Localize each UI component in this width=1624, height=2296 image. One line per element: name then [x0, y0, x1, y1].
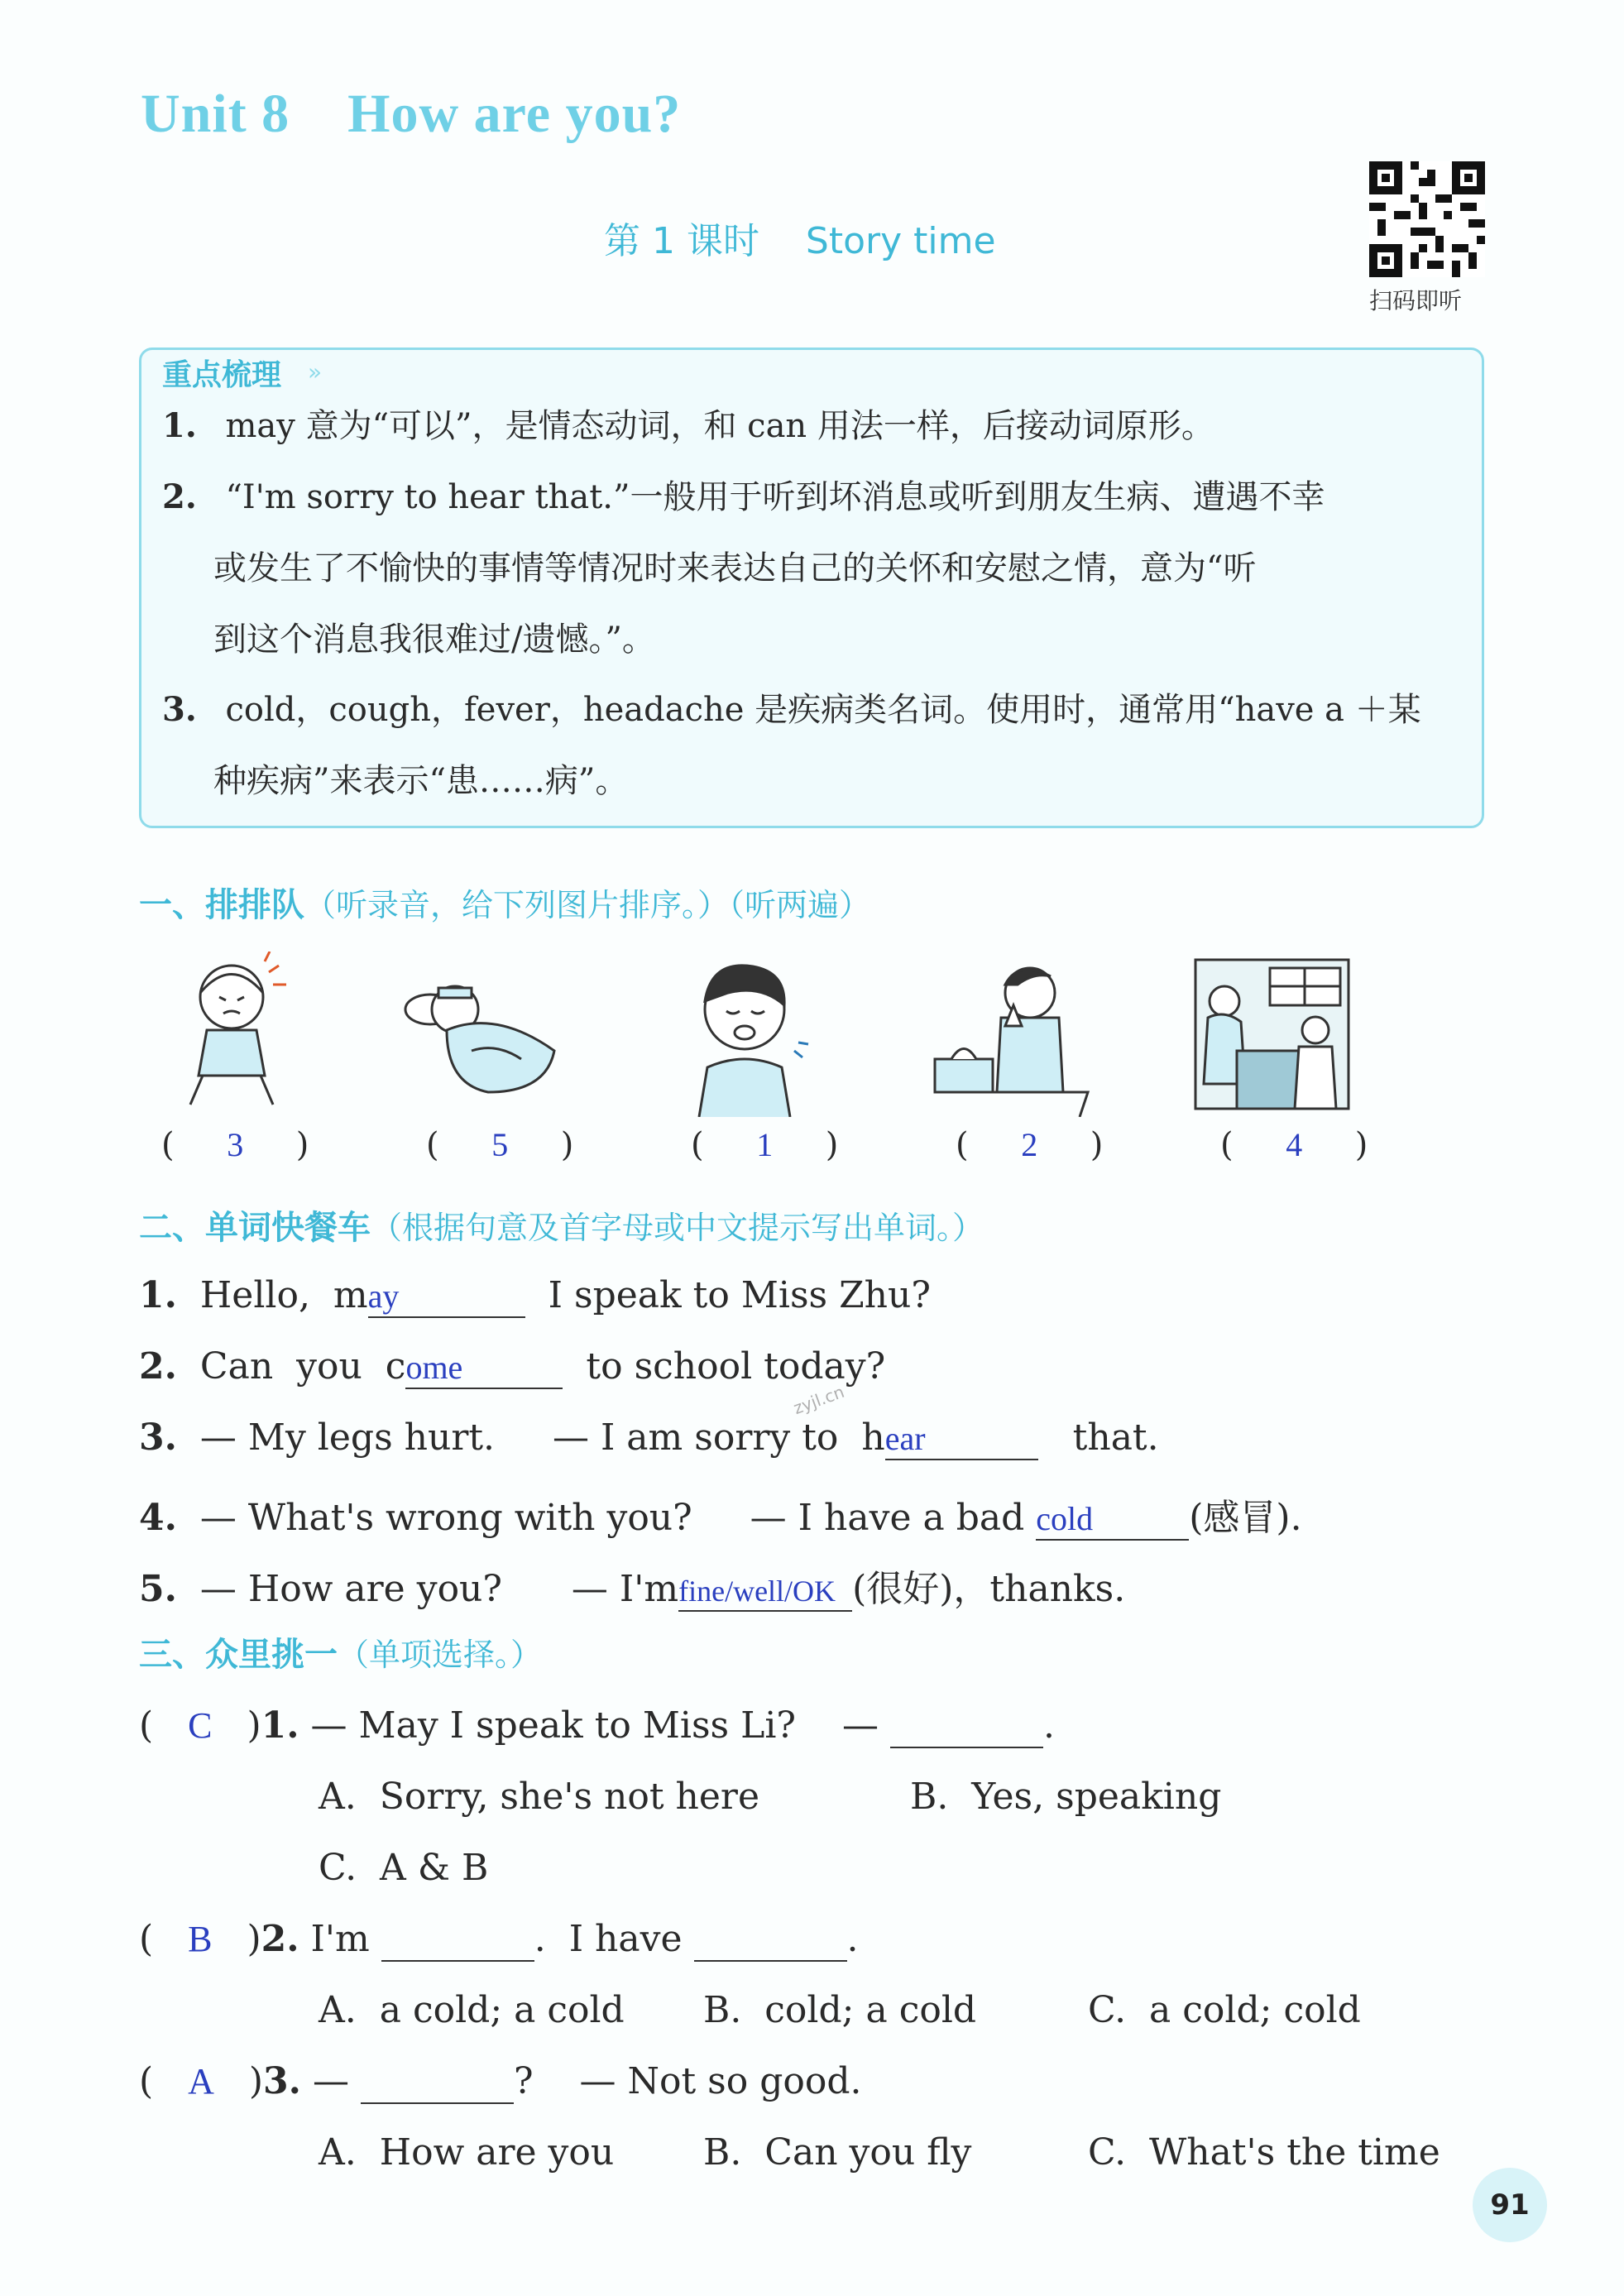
stem-blank	[694, 1918, 847, 1962]
item-number: 2.	[139, 1345, 177, 1388]
question-number: 1.	[261, 1704, 299, 1747]
fill-answer: fine/well/OK	[678, 1575, 836, 1608]
choice-answer[interactable]: B	[188, 1919, 213, 1959]
key-point-number: 2.	[162, 477, 197, 516]
question-stem-end: .	[846, 1918, 859, 1960]
option-a: A. a cold; a cold	[319, 1989, 625, 2031]
choice-question-2: ( B )2. I'm . I have .	[139, 1918, 859, 1960]
key-points-title: 重点梳理	[162, 358, 282, 392]
fill-item-4	[139, 1488, 1302, 1541]
choice-question-3: ( A )3. — ? — Not so good.	[139, 2060, 862, 2102]
section2-instruction: （根据句意及首字母或中文提示写出单词。）	[371, 1210, 984, 1246]
item-number: 5.	[139, 1568, 177, 1610]
section1-instruction: （听录音，给下列图片排序。）（听两遍）	[304, 887, 871, 923]
stem-blank	[381, 1918, 534, 1962]
key-point-line: 种疾病”来表示“患……病”。	[213, 762, 629, 800]
fill-blank[interactable]	[368, 1274, 525, 1318]
item-text-pre: Hello, m	[199, 1274, 368, 1316]
fill-item-2	[139, 1345, 885, 1389]
option-a: A. Sorry, she's not here	[319, 1776, 759, 1818]
item-text-post: to school today?	[563, 1345, 886, 1388]
order-answer-value: 1	[756, 1126, 774, 1163]
chevron-right-icon: »	[308, 358, 323, 386]
question-stem-end: .	[1042, 1704, 1055, 1747]
item-text-pre: Can you c	[199, 1345, 406, 1388]
question-stem: I'm	[310, 1918, 381, 1960]
stem-blank	[890, 1704, 1043, 1748]
key-point-line: 到这个消息我很难过/遗憾。”。	[213, 621, 655, 659]
option-b: B. Can you fly	[703, 2131, 972, 2174]
page-number: 91	[1473, 2168, 1547, 2242]
option-c: C. a cold; cold	[1088, 1989, 1361, 2031]
key-point-number: 1.	[162, 406, 197, 445]
key-point-line: 或发生了不愉快的事情等情况时来表达自己的关怀和安慰之情，意为“听	[213, 549, 1257, 587]
blowing-nose-icon	[927, 951, 1092, 1117]
fill-blank[interactable]	[1036, 1497, 1189, 1541]
key-point-line: “I'm sorry to hear that.”一般用于听到坏消息或听到朋友生病、遭遇不幸	[225, 478, 1325, 516]
order-answer-3[interactable]: ( 1 )	[691, 1126, 839, 1164]
fill-item-5	[139, 1559, 1125, 1612]
fill-answer: ay	[367, 1277, 400, 1315]
section2-title: 二、单词快餐车	[139, 1209, 371, 1247]
choice-answer[interactable]: C	[188, 1705, 213, 1746]
sick-in-bed-icon	[397, 951, 563, 1117]
question-number: 2.	[261, 1918, 299, 1960]
question-number: 3.	[263, 2060, 301, 2102]
question-stem-end: ? — Not so good.	[513, 2060, 862, 2102]
key-point-1	[162, 391, 1214, 462]
option-a: A. How are you	[319, 2131, 615, 2174]
key-point-3	[162, 674, 1421, 817]
fill-blank[interactable]	[405, 1345, 563, 1389]
fill-item-3	[139, 1416, 1159, 1460]
order-answer-value: 2	[1021, 1126, 1038, 1163]
order-answer-1[interactable]: ( 3 )	[161, 1126, 309, 1164]
option-c: C. What's the time	[1088, 2131, 1440, 2174]
section3-instruction: （单项选择。）	[338, 1637, 543, 1673]
fill-answer: ear	[884, 1420, 926, 1457]
watermark: zyjl.cn	[790, 1381, 847, 1419]
item-text-pre: — How are you? — I'm	[199, 1568, 679, 1610]
section2-header	[139, 1201, 984, 1249]
qr-label: 扫码即听	[1369, 287, 1463, 314]
choice-answer[interactable]: A	[188, 2061, 214, 2102]
coughing-boy-icon	[662, 951, 827, 1117]
section3-header	[139, 1628, 542, 1675]
headache-boy-icon	[149, 951, 314, 1117]
doctor-visit-icon	[1191, 951, 1357, 1117]
fill-answer: cold	[1036, 1500, 1094, 1537]
item-text-pre: — What's wrong with you? — I have a bad	[199, 1497, 1037, 1539]
fill-blank[interactable]	[885, 1416, 1038, 1460]
item-text-pre: — My legs hurt. — I am sorry to h	[199, 1416, 885, 1459]
choice-question-1: ( C )1. — May I speak to Miss Li? — .	[139, 1704, 1055, 1747]
key-point-number: 3.	[162, 690, 197, 729]
key-point-2	[162, 462, 1325, 675]
item-number: 3.	[139, 1416, 177, 1459]
order-answer-4[interactable]: ( 2 )	[956, 1126, 1104, 1164]
item-text-post: (感冒).	[1189, 1497, 1302, 1539]
order-answer-2[interactable]: ( 5 )	[426, 1126, 574, 1164]
order-answer-value: 3	[227, 1126, 244, 1163]
fill-answer: ome	[405, 1349, 463, 1386]
fill-item-1	[139, 1274, 931, 1318]
order-answer-value: 4	[1286, 1126, 1303, 1163]
order-answer-5[interactable]: ( 4 )	[1220, 1126, 1368, 1164]
order-answer-value: 5	[491, 1126, 509, 1163]
lesson-title: 第 1 课时 Story time	[604, 220, 996, 262]
item-text-post: (很好)，thanks.	[852, 1568, 1126, 1610]
section3-title: 三、众里挑一	[139, 1636, 338, 1674]
option-b: B. Yes, speaking	[910, 1776, 1222, 1818]
qr-code-icon[interactable]	[1369, 161, 1485, 277]
question-stem: —	[312, 2060, 361, 2102]
unit-title: Unit 8 How are you?	[141, 84, 682, 144]
option-b: B. cold; a cold	[703, 1989, 977, 2031]
key-point-line: may 意为“可以”，是情态动词，和 can 用法一样，后接动词原形。	[225, 407, 1214, 445]
fill-blank[interactable]	[678, 1568, 852, 1612]
question-stem-mid: . I have	[534, 1918, 694, 1960]
item-number: 4.	[139, 1497, 177, 1539]
option-c: C. A & B	[319, 1847, 489, 1889]
section1-title: 一、排排队	[139, 886, 304, 924]
item-text-post: that.	[1037, 1416, 1159, 1459]
item-number: 1.	[139, 1274, 177, 1316]
question-stem: — May I speak to Miss Li? —	[310, 1704, 890, 1747]
stem-blank	[361, 2060, 514, 2104]
item-text-post: I speak to Miss Zhu?	[525, 1274, 931, 1316]
key-point-line: cold，cough，fever，headache 是疾病类名词。使用时，通常用“have a ＋某	[225, 691, 1421, 729]
section1-header	[139, 879, 870, 926]
